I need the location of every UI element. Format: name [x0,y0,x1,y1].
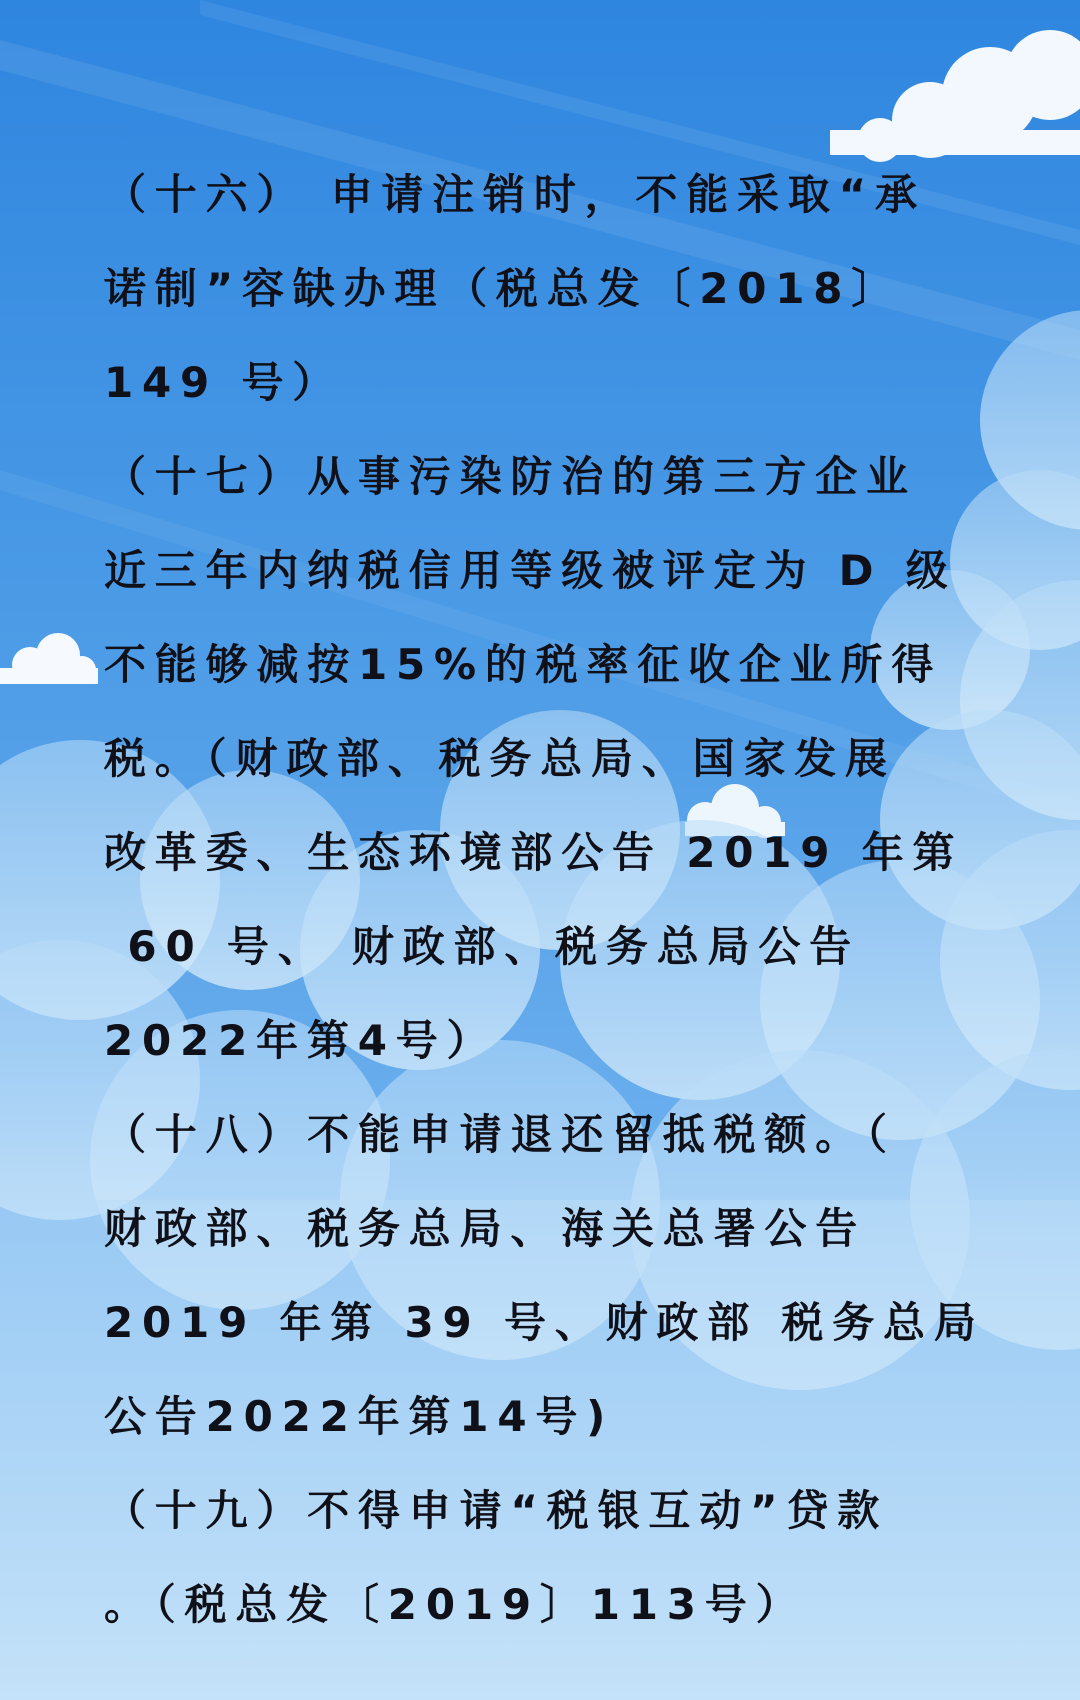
article-line: 公告2022年第14号) [104,1392,615,1441]
article-line: 诺制”容缺办理（税总发〔2018〕 [104,264,903,313]
article-line: 税。（财政部、税务总局、国家发展 [104,734,896,783]
article-line: 近三年内纳税信用等级被评定为 D 级 [104,546,957,595]
article-body [104,148,984,1652]
article-line: 2019 年第 39 号、财政部 税务总局 [104,1298,985,1347]
article-line: 不能够减按15%的税率征收企业所得 [104,640,943,689]
article-line: 财政部、税务总局、海关总署公告 [104,1204,867,1253]
left-small-cloud [0,633,98,684]
article-line: （十九）不得申请“税银互动”贷款 [104,1486,889,1535]
article-line: 。（税总发〔2019〕113号） [104,1580,807,1629]
article-line: 2022年第4号） [104,1016,498,1065]
article-line: （十六） 申请注销时，不能采取“承 [104,170,926,219]
article-line: （十七）从事污染防治的第三方企业 [104,452,917,501]
article-line: 60 号、 财政部、税务总局公告 [104,922,860,971]
article-line: （十八）不能申请退还留抵税额。（ [104,1110,896,1159]
article-line: 149 号） [104,358,344,407]
top-right-cloud [830,30,1080,162]
article-line: 改革委、生态环境部公告 2019 年第 [104,828,964,877]
